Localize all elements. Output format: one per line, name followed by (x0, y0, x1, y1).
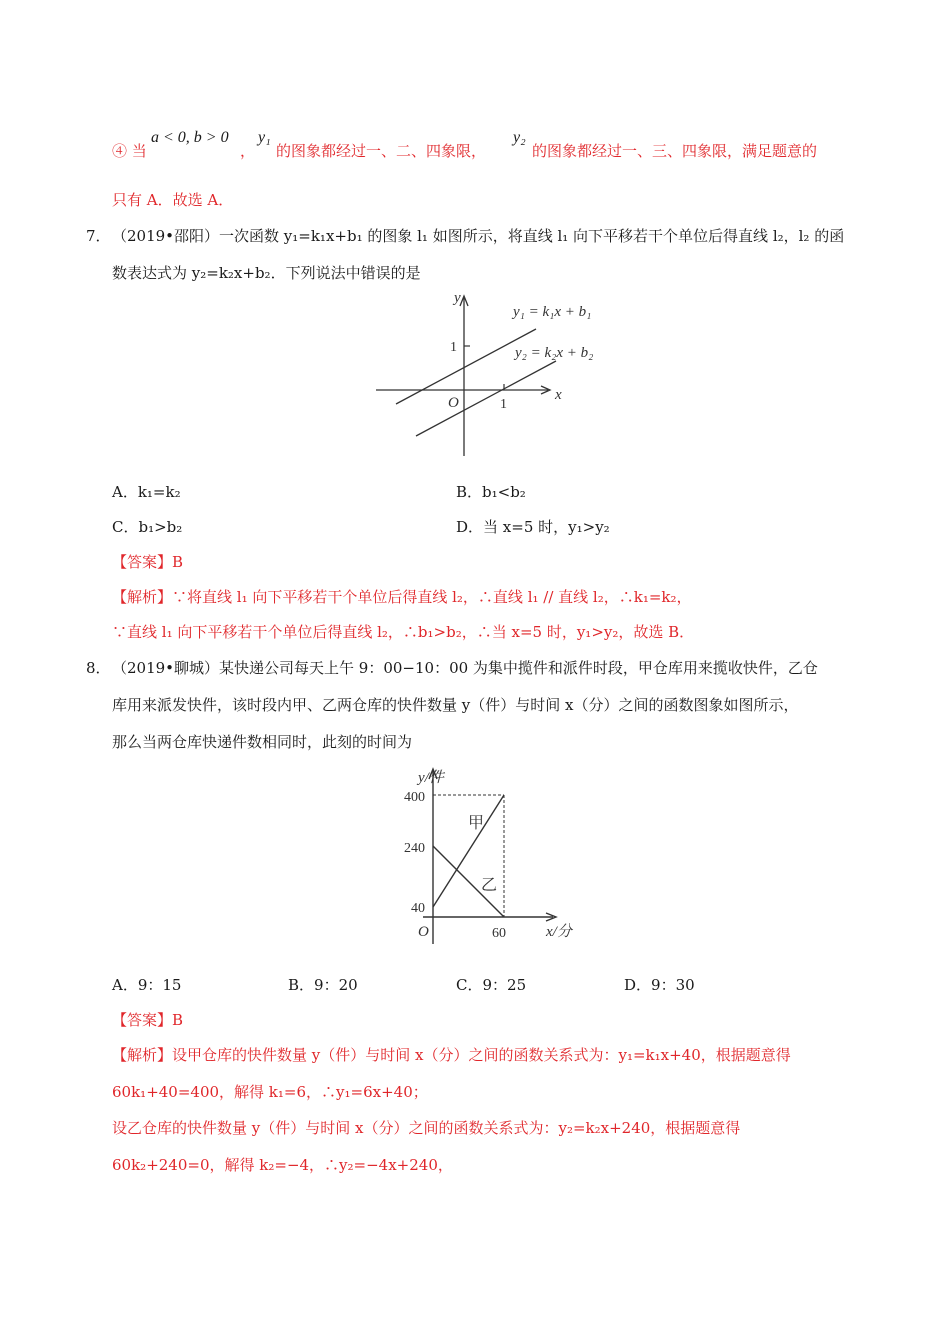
q7-tick-x-label: 1 (500, 397, 507, 412)
intro-y2: y₂ (513, 129, 526, 146)
q8-number: 8． (86, 659, 111, 677)
q7-y-label: y (454, 290, 461, 306)
intro-condition: a < 0, b > 0 (151, 129, 229, 146)
q7-number: 7． (86, 227, 111, 245)
q7-answer: 【答案】B (112, 553, 184, 571)
q8-tick-40: 40 (411, 901, 425, 916)
q7-option-c: C．b₁>b₂ (112, 518, 183, 536)
q8-analysis-2: 60k₁+40=400，解得 k₁=6，∴y₁=6x+40； (112, 1083, 428, 1101)
intro-end: 的图象都经过一、三、四象限，满足题意的 (532, 142, 818, 160)
q8-option-b: B．9：20 (288, 976, 358, 994)
q8-option-a: A．9：15 (112, 976, 182, 994)
q7-figure (370, 286, 610, 461)
q8-tick-400: 400 (404, 790, 425, 805)
q7-option-b: B．b₁<b₂ (456, 483, 526, 501)
q7-line2-label: y₂ = k₂x + b₂ (515, 345, 594, 361)
q7-line1-label: y₁ = k₁x + b₁ (513, 304, 592, 320)
q7-analysis-2: ∵直线 l₁ 向下平移若干个单位后得直线 l₂，∴b₁>b₂，∴当 x=5 时，y₁>y₂，故选 B． (112, 623, 695, 641)
q8-analysis-4: 60k₂+240=0，解得 k₂=−4，∴y₂=−4x+240， (112, 1156, 453, 1174)
q8-stem-line-3: 那么当两仓库快递件数相同时，此刻的时间为 (112, 733, 413, 751)
q7-option-a: A．k₁=k₂ (112, 483, 181, 501)
q7-x-label: x (555, 387, 562, 403)
intro-comma: ， (240, 142, 256, 160)
q8-figure (395, 762, 585, 952)
q8-label-jia: 甲 (468, 815, 485, 832)
intro-line-1 (112, 141, 147, 161)
intro-y1: y₁ (258, 129, 271, 146)
q8-answer: 【答案】B (112, 1011, 184, 1029)
q8-tick-240: 240 (404, 841, 425, 856)
q8-analysis-3: 设乙仓库的快件数量 y（件）与时间 x（分）之间的函数关系式为：y₂=k₂x+240，根据题意得 (112, 1119, 741, 1137)
q8-option-d: D．9：30 (624, 976, 695, 994)
q7-stem-line-2: 数表达式为 y₂=k₂x+b₂．下列说法中错误的是 (112, 264, 421, 282)
intro-prefix: ④ 当 (112, 142, 147, 160)
q7-option-d: D．当 x=5 时，y₁>y₂ (456, 518, 610, 536)
q8-stem-line-2: 库用来派发快件，该时段内甲、乙两仓库的快件数量 y（件）与时间 x（分）之间的函数图象如图所示， (112, 696, 799, 714)
q7-stem-line-1: （2019•邵阳）一次函数 y₁=k₁x+b₁ 的图象 l₁ 如图所示，将直线 l₁ 向下平移若干个单位后得直线 l₂，l₂ 的函 (112, 227, 845, 245)
intro-line-2: 只有 A．故选 A． (112, 191, 234, 209)
q8-stem-line-1: （2019•聊城）某快递公司每天上午 9：00−10：00 为集中揽件和派件时段，甲仓库用来揽收快件，乙仓 (112, 659, 818, 677)
q7-tick-y-label: 1 (450, 340, 457, 355)
q8-x-label: x/分 (546, 924, 572, 940)
q7-origin-label: O (448, 395, 459, 411)
q7-line-l1 (396, 329, 536, 404)
q7-line-l2 (416, 361, 556, 436)
q8-analysis-1: 【解析】设甲仓库的快件数量 y（件）与时间 x（分）之间的函数关系式为：y₁=k₁x+40，根据题意得 (112, 1046, 791, 1064)
q8-origin-label: O (418, 924, 429, 940)
intro-mid: 的图象都经过一、二、四象限， (276, 142, 487, 160)
q8-y-label: y/件 (418, 770, 444, 786)
q8-tick-60: 60 (492, 926, 506, 941)
q8-option-c: C．9：25 (456, 976, 527, 994)
q7-analysis-1: 【解析】∵将直线 l₁ 向下平移若干个单位后得直线 l₂，∴直线 l₁ // 直线 l₂，∴k₁=k₂， (112, 588, 692, 606)
q8-label-yi: 乙 (481, 877, 498, 894)
